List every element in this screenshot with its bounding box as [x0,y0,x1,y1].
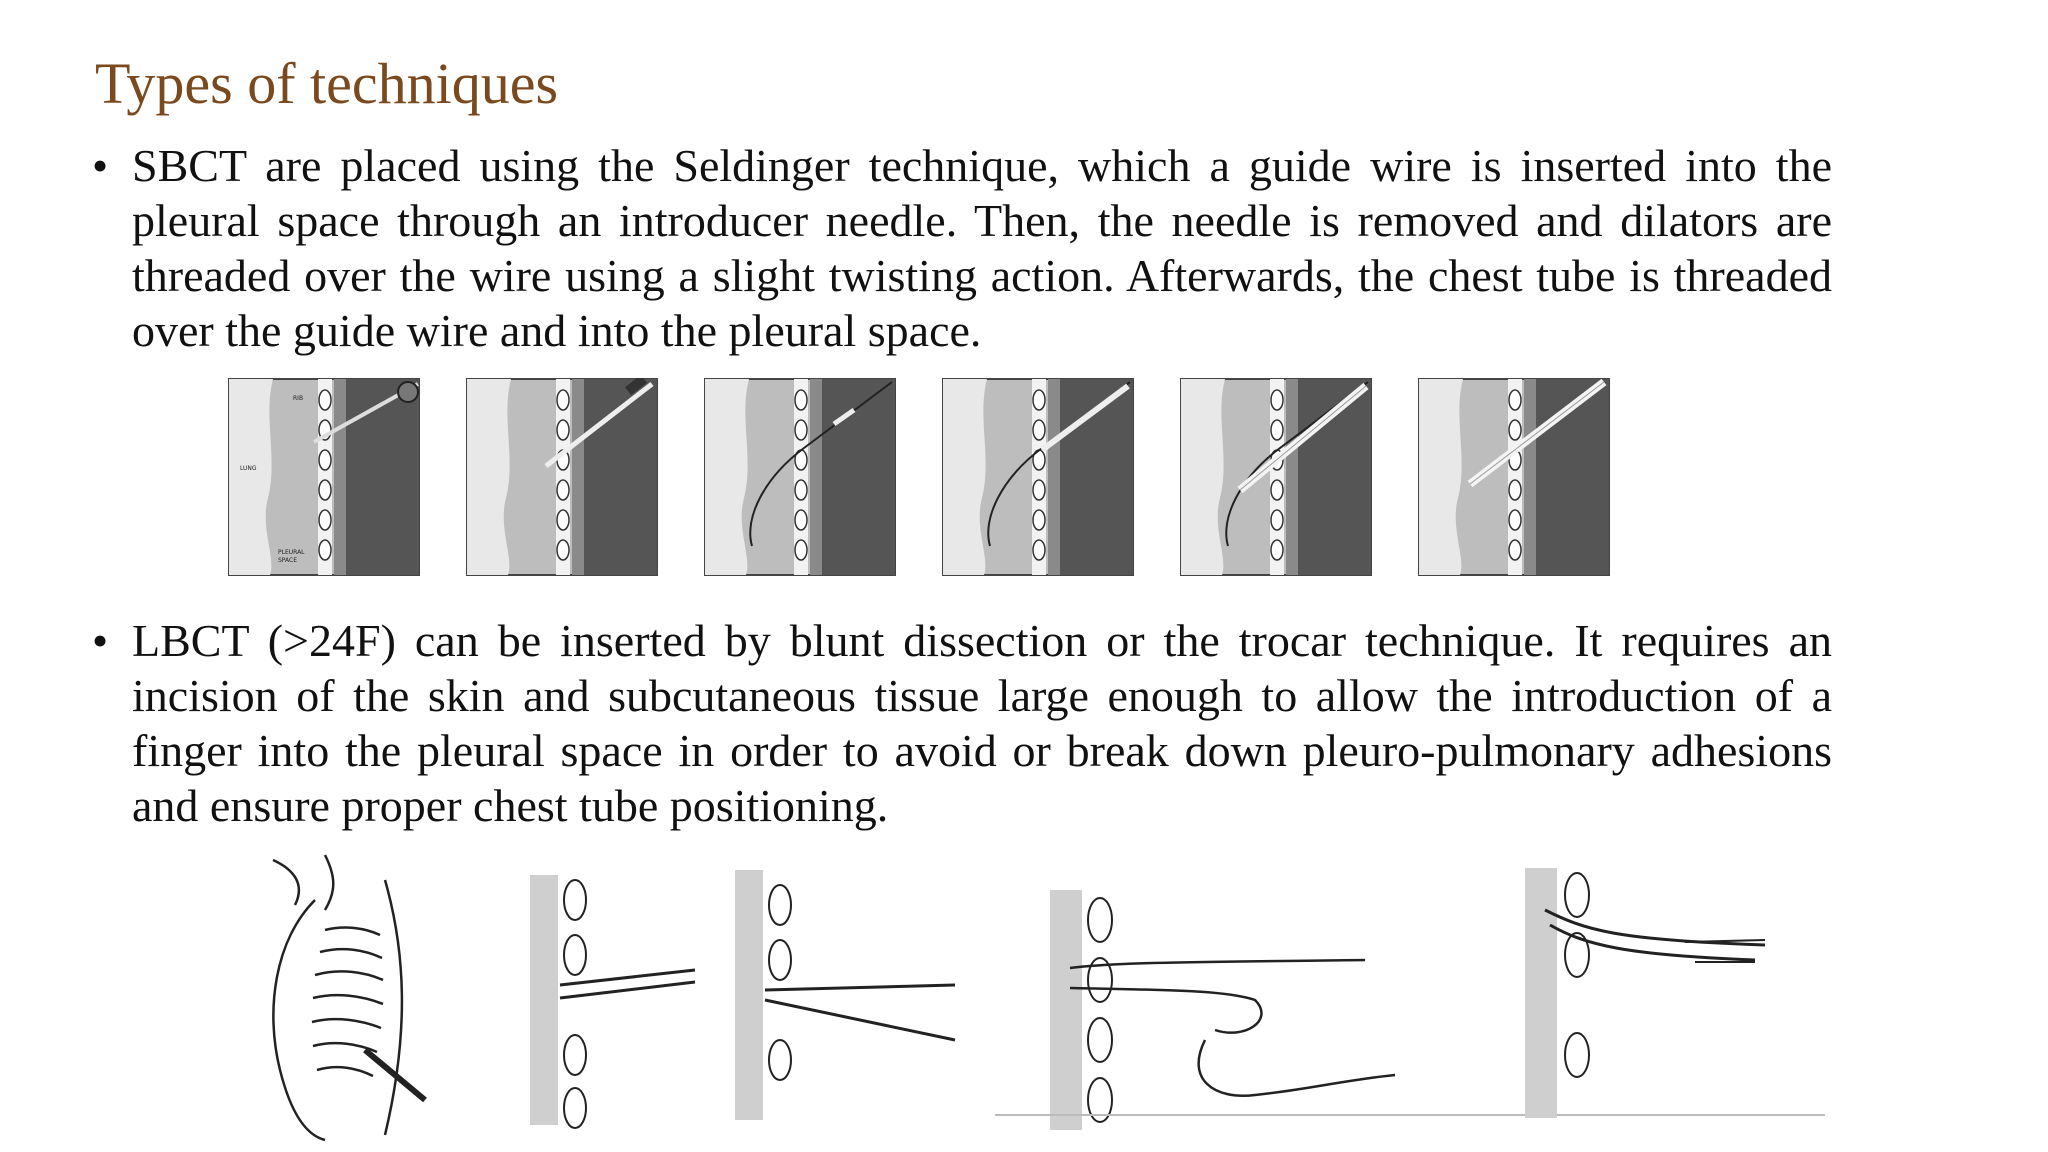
seldinger-step-4-illustration [942,378,1134,576]
tube-insertion-drawing [1525,868,1765,1118]
blunt-dissection-illustration [265,850,1830,1145]
slide-title: Types of techniques [95,51,559,116]
chest-wall-incision-drawing [273,855,425,1140]
pleural-label: PLEURAL [278,549,305,556]
seldinger-step-3-illustration [704,378,896,576]
bullet-marker: • [92,140,109,191]
bullet-sbct [92,138,1832,358]
dissection-step-2-drawing [735,870,955,1120]
lung-label: LUNG [240,465,257,472]
seldinger-step-5-illustration [1180,378,1372,576]
seldinger-step-2-illustration [466,378,658,576]
finger-sweep-drawing [995,890,1825,1130]
dissection-step-1-drawing [530,875,695,1128]
bullet-marker: • [92,615,109,666]
bullet-text-lbct: LBCT (>24F) can be inserted by blunt dissection or the trocar technique. It requires an incision of the skin and subcutaneous tissue large enough to allow the introduction of a finger into the pleural space in order to avoid or break down pleuro-pulmonary adhesions and ensure proper chest tube positioning. [132,615,1832,831]
bullet-lbct [92,613,1832,833]
bullet-text-sbct: SBCT are placed using the Seldinger technique, which a guide wire is inserted into the pleural space through an introducer needle. Then, the needle is removed and dilators are threaded over the wire using a slight twisting action. Afterwards, the chest tube is threaded over the guide wire and into the pleural space. [132,140,1832,356]
seldinger-illustration-strip [228,378,1656,576]
seldinger-step-6-illustration [1418,378,1610,576]
seldinger-step-1-illustration [228,378,420,576]
space-label: SPACE [278,557,298,564]
rib-label: RIB [293,395,304,402]
